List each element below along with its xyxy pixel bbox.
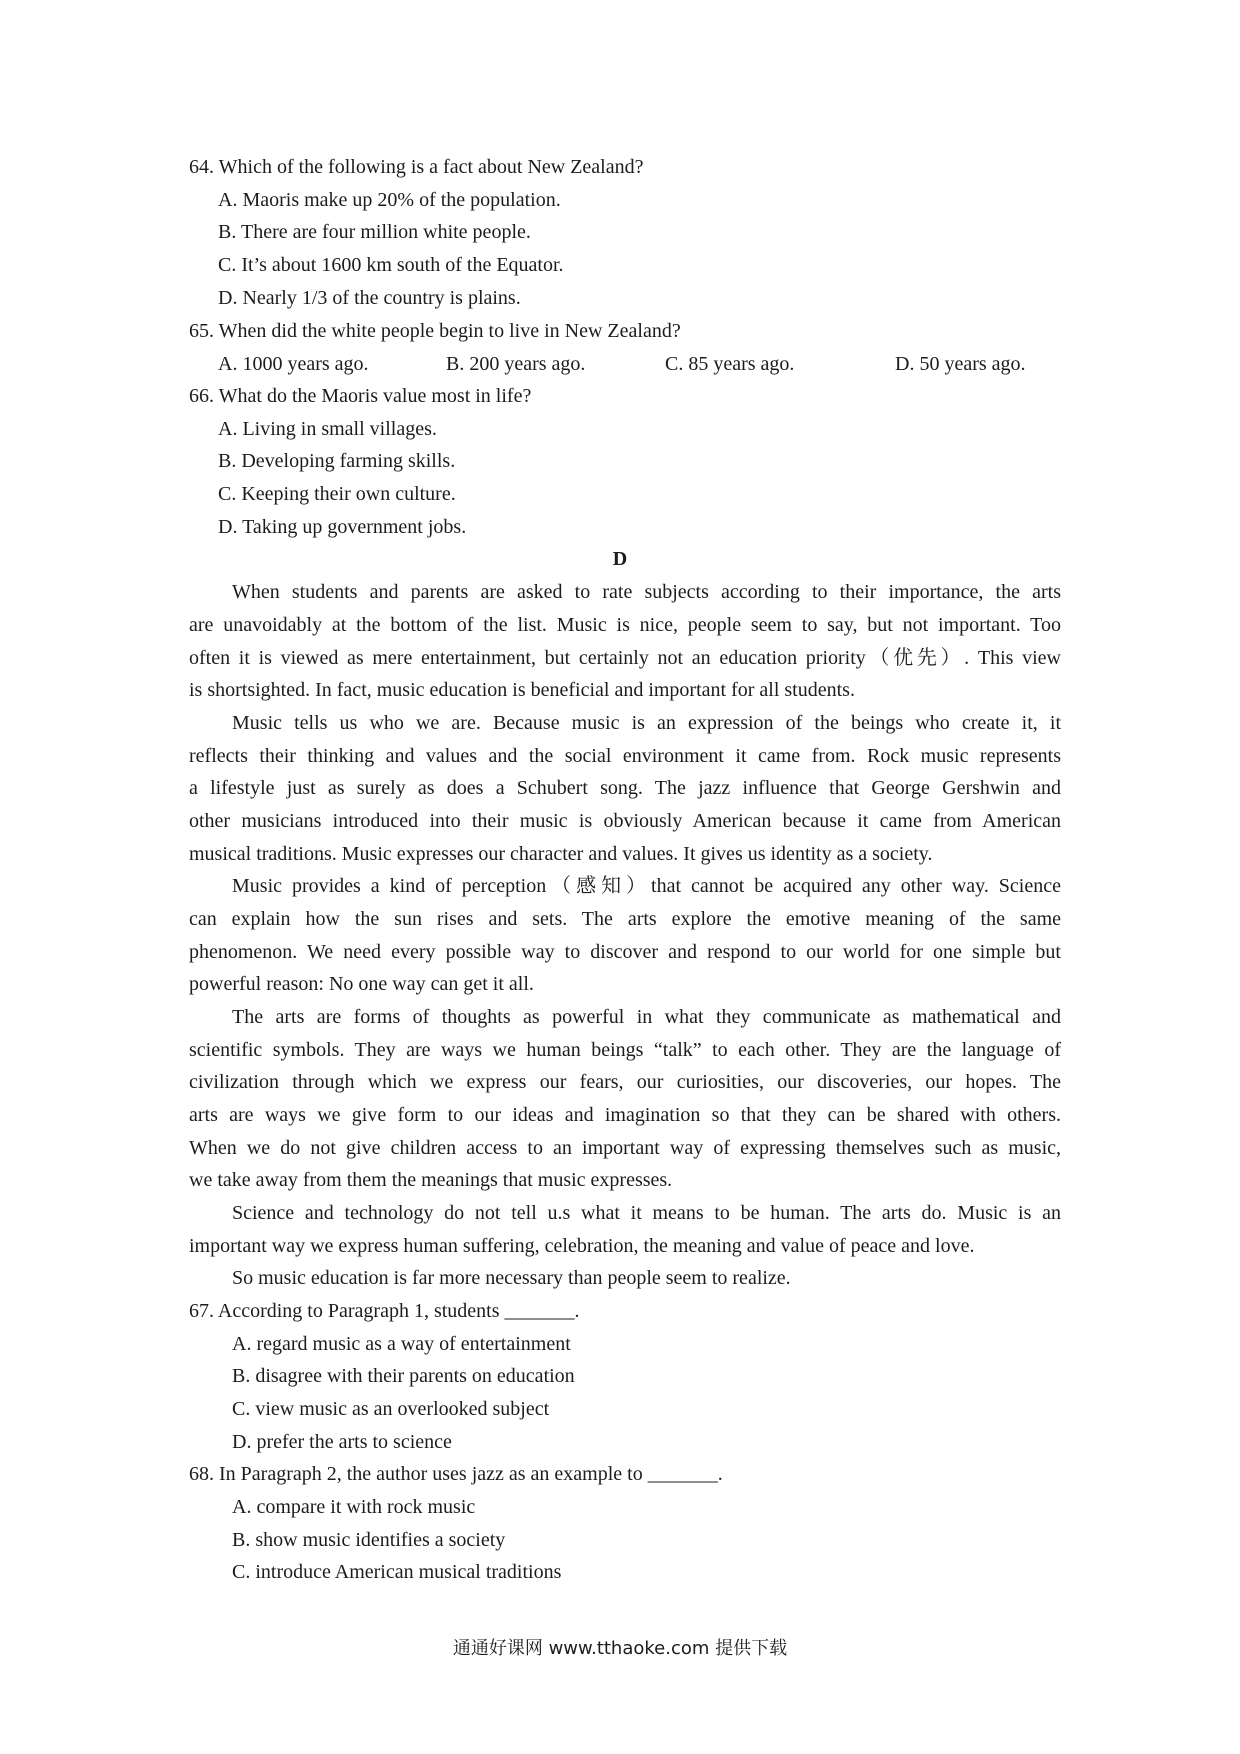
section-heading: D [612, 548, 628, 570]
passage-line: can explain how the sun rises and sets. The arts explore the emotive meaning of the same [189, 908, 1061, 930]
passage-line: a lifestyle just as surely as does a Schubert song. The jazz influence that George Gershwin and [189, 777, 1061, 799]
passage-line: other musicians introduced into their music is obviously American because it came from American [189, 810, 1061, 832]
question-64-option-b: B. There are four million white people. [218, 221, 531, 243]
footer-download-note: 通通好课网 www.tthaoke.com 提供下载 [452, 1638, 788, 1659]
passage-line: arts are ways we give form to our ideas and imagination so that they can be shared with others. [189, 1104, 1061, 1126]
passage-line: Music provides a kind of perception（感知）that cannot be acquired any other way. Science [232, 875, 1061, 897]
passage-line: Music tells us who we are. Because music is an expression of the beings who create it, it [232, 712, 1061, 734]
passage-line: The arts are forms of thoughts as powerful in what they communicate as mathematical and [232, 1006, 1061, 1028]
question-65-option-c: C. 85 years ago. [665, 353, 795, 375]
passage-line: civilization through which we express our fears, our curiosities, our discoveries, our hopes. The [189, 1071, 1061, 1093]
passage-line: musical traditions. Music expresses our character and values. It gives us identity as a society. [189, 843, 933, 865]
question-64-option-d: D. Nearly 1/3 of the country is plains. [218, 287, 521, 309]
question-64-stem: 64. Which of the following is a fact about New Zealand? [189, 156, 644, 178]
passage-line: reflects their thinking and values and the social environment it came from. Rock music represents [189, 745, 1061, 767]
passage-line: we take away from them the meanings that music expresses. [189, 1169, 673, 1191]
question-65-options [0, 352, 1240, 376]
question-68-option-b: B. show music identifies a society [232, 1529, 506, 1551]
passage-line: powerful reason: No one way can get it all. [189, 973, 534, 995]
question-66-option-b: B. Developing farming skills. [218, 450, 456, 472]
passage-line: Science and technology do not tell u.s what it means to be human. The arts do. Music is an [232, 1202, 1061, 1224]
question-67-option-b: B. disagree with their parents on education [232, 1365, 575, 1387]
question-68-option-c: C. introduce American musical traditions [232, 1561, 562, 1583]
passage-line: is shortsighted. In fact, music education is beneficial and important for all students. [189, 679, 855, 701]
passage-line: When students and parents are asked to rate subjects according to their importance, the arts [232, 581, 1061, 603]
question-65-option-d: D. 50 years ago. [895, 353, 1026, 375]
question-64-option-c: C. It’s about 1600 km south of the Equator. [218, 254, 564, 276]
question-67-option-c: C. view music as an overlooked subject [232, 1398, 550, 1420]
passage-line: phenomenon. We need every possible way to discover and respond to our world for one simple but [189, 941, 1061, 963]
passage-line: often it is viewed as mere entertainment, but certainly not an education priority（优先）. This view [189, 647, 1061, 669]
question-66-option-a: A. Living in small villages. [218, 418, 437, 440]
question-67-stem: 67. According to Paragraph 1, students _______. [189, 1300, 580, 1322]
passage-line: When we do not give children access to an important way of expressing themselves such as music, [189, 1137, 1061, 1159]
question-65-option-b: B. 200 years ago. [446, 353, 586, 375]
passage-line: are unavoidably at the bottom of the list. Music is nice, people seem to say, but not important. Too [189, 614, 1061, 636]
question-66-option-c: C. Keeping their own culture. [218, 483, 456, 505]
question-64-option-a: A. Maoris make up 20% of the population. [218, 189, 561, 211]
passage-line: So music education is far more necessary than people seem to realize. [232, 1267, 791, 1289]
passage-line: important way we express human suffering, celebration, the meaning and value of peace and love. [189, 1235, 975, 1257]
question-65-stem: 65. When did the white people begin to live in New Zealand? [189, 320, 681, 342]
question-68-stem: 68. In Paragraph 2, the author uses jazz as an example to _______. [189, 1463, 723, 1485]
question-65-option-a: A. 1000 years ago. [218, 353, 369, 375]
passage-line: scientific symbols. They are ways we human beings “talk” to each other. They are the language of [189, 1039, 1061, 1061]
question-67-option-d: D. prefer the arts to science [232, 1431, 452, 1453]
question-67-option-a: A. regard music as a way of entertainment [232, 1333, 571, 1355]
question-66-option-d: D. Taking up government jobs. [218, 516, 467, 538]
question-68-option-a: A. compare it with rock music [232, 1496, 476, 1518]
question-66-stem: 66. What do the Maoris value most in life? [189, 385, 532, 407]
